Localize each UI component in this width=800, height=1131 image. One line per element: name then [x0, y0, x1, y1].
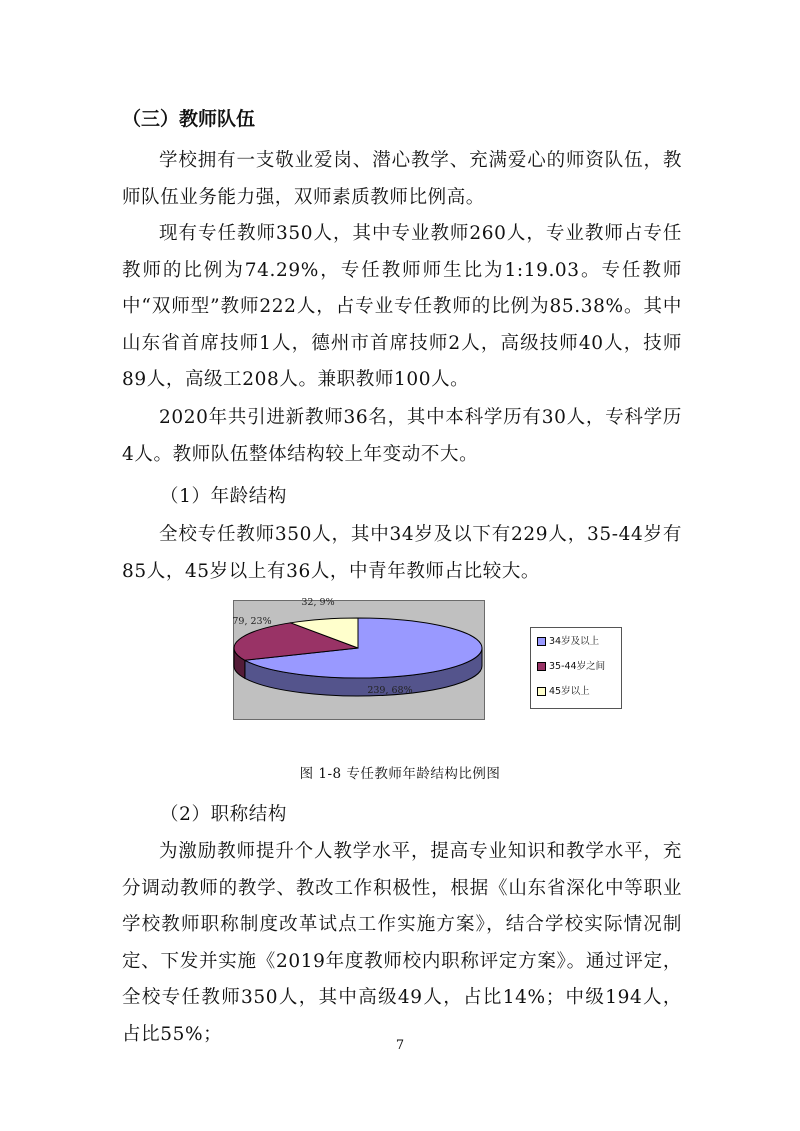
legend-label-34-and-under: 34岁及以上: [549, 636, 600, 647]
paragraph-new-teachers: 2020年共引进新教师36名，其中本科学历有30人，专科学历4人。教师队伍整体结构较上年变动不大。: [122, 407, 682, 465]
paragraph-age-structure: 全校专任教师350人，其中34岁及以下有229人，35-44岁有85人，45岁以上有36人，中青年教师占比较大。: [122, 524, 682, 582]
paragraph-teacher-counts: 现有专任教师350人，其中专业教师260人，专业教师占专任教师的比例为74.29%，专任教师师生比为1:19.03。专任教师中“双师型”教师222人，占专业专任教师的比例为85.38%。其中山东省首席技师1人，德州市首席技师2人，高级技师40人，技师89人，高级工208人。兼职教师100人。: [122, 223, 682, 390]
paragraph-faculty-overview: 学校拥有一支敬业爱岗、潜心教学、充满爱心的师资队伍，教师队伍业务能力强，双师素质教师比例高。: [122, 150, 682, 208]
legend-item-35-44: [537, 659, 605, 675]
page-number: 7: [395, 1038, 405, 1053]
figure-caption: 图 1-8 专任教师年龄结构比例图: [299, 766, 501, 782]
data-label-45-and-over: 32, 9%: [301, 597, 335, 608]
legend-label-45-and-over: 45岁以上: [549, 686, 590, 697]
legend-item-45-and-over: [537, 684, 590, 700]
data-label-35-44: 79, 23%: [232, 616, 272, 627]
subsection-age-structure: （1）年龄结构: [160, 486, 287, 507]
subsection-title-structure: （2）职称结构: [160, 804, 287, 825]
legend-swatch-45-and-over: [537, 687, 546, 696]
legend-swatch-35-44: [537, 662, 546, 671]
legend-swatch-34-and-under: [537, 637, 546, 646]
chart-legend: [530, 627, 622, 709]
legend-label-35-44: 35-44岁之间: [549, 661, 606, 672]
section-title: （三）教师队伍: [122, 108, 256, 130]
data-label-34-and-under: 239, 68%: [367, 685, 413, 696]
legend-item-34-and-under: [537, 634, 599, 650]
paragraph-title-structure: 为激励教师提升个人教学水平，提高专业知识和教学水平，充分调动教师的教学、教改工作积极性，根据《山东省深化中等职业学校教师职称制度改革试点工作实施方案》，结合学校实际情况制定、下发并实施《2019年度教师校内职称评定方案》。通过评定，全校专任教师350人，其中高级49人，占比14%；中级194人，占比55%；: [122, 841, 682, 1045]
